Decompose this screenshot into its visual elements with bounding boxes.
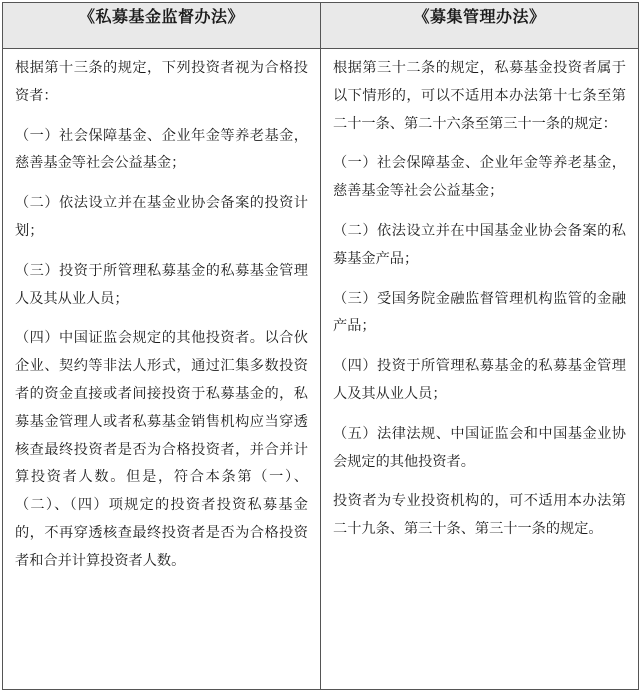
left-paragraph: （一）社会保障基金、企业年金等养老基金，慈善基金等社会公益基金； bbox=[15, 127, 308, 172]
right-paragraph: （二）依法设立并在中国基金业协会备案的私募基金产品； bbox=[333, 222, 626, 267]
right-paragraph: 投资者为专业投资机构的，可不适用本办法第二十九条、第三十条、第三十一条的规定。 bbox=[333, 493, 626, 538]
left-column-cell bbox=[3, 49, 321, 690]
right-column-header: 《募集管理办法》 bbox=[321, 3, 639, 49]
left-paragraph: 根据第十三条的规定，下列投资者视为合格投资者： bbox=[15, 60, 308, 104]
left-column-header: 《私募基金监督办法》 bbox=[3, 3, 321, 49]
right-paragraph: （四）投资于所管理私募基金的私募基金管理人及其从业人员； bbox=[333, 358, 626, 402]
left-paragraph: （二）依法设立并在基金业协会备案的投资计划； bbox=[15, 195, 308, 239]
right-paragraph: （三）受国务院金融监督管理机构监管的金融产品； bbox=[333, 290, 626, 335]
comparison-table bbox=[2, 2, 639, 690]
header-row bbox=[3, 3, 639, 49]
right-column-cell bbox=[321, 49, 639, 690]
right-paragraph: （五）法律法规、中国证监会和中国基金业协会规定的其他投资者。 bbox=[333, 425, 626, 470]
body-row bbox=[3, 49, 639, 690]
left-paragraph: （四）中国证监会规定的其他投资者。以合伙企业、契约等非法人形式，通过汇集多数投资者的资金直接或者间接投资于私募基金的，私募基金管理人或者私募基金销售机构应当穿透核查最终投资者是否为合格投资者，并合并计算投资者人数。但是，符合本条第（一）、（二）、（四）项规定的投资者投资私募基金的，不再穿透核查最终投资者是否为合格投资者和合并计算投资者人数。 bbox=[15, 330, 308, 569]
right-paragraph: （一）社会保障基金、企业年金等养老基金，慈善基金等社会公益基金； bbox=[333, 155, 626, 200]
right-paragraph: 根据第三十二条的规定，私募基金投资者属于以下情形的，可以不适用本办法第十七条至第二十一条、第二十六条至第三十一条的规定： bbox=[333, 60, 626, 132]
left-paragraph: （三）投资于所管理私募基金的私募基金管理人及其从业人员； bbox=[15, 262, 308, 307]
